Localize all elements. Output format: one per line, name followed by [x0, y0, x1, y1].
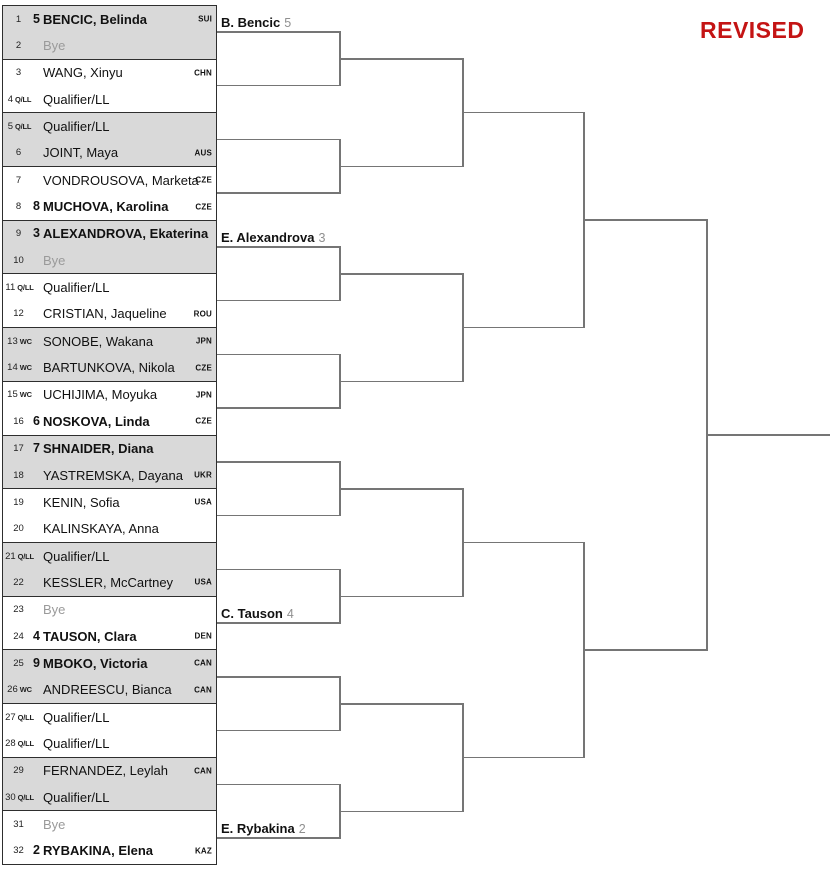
bracket-line — [217, 300, 340, 302]
entry-number: 10 — [13, 254, 24, 266]
entry-number: 7 — [15, 174, 22, 186]
entry-number: 20 — [13, 523, 24, 535]
advancer-seed: 4 — [286, 607, 294, 622]
bracket-line — [462, 703, 464, 812]
advancer-label — [221, 607, 294, 621]
entry-country: AUS — [194, 148, 212, 158]
entry-country: CZE — [195, 416, 212, 426]
entry-number: 21 — [5, 550, 16, 562]
entry-number: 15 — [7, 389, 18, 401]
player-name: Qualifier/LL — [43, 789, 110, 805]
player-name: Qualifier/LL — [43, 91, 110, 107]
entry-number: 16 — [13, 415, 24, 427]
entry-country: ROU — [193, 309, 212, 319]
entry-seed: 8 — [33, 199, 40, 214]
player-name: Bye — [43, 816, 66, 832]
bracket-line — [217, 246, 340, 248]
entry-tag: Q/LL — [17, 551, 34, 561]
player-name: MBOKO, Victoria — [43, 655, 148, 671]
entry-number: 18 — [13, 469, 24, 481]
entry-number: 26 — [7, 684, 18, 696]
bracket-line — [339, 246, 341, 301]
player-name: Qualifier/LL — [43, 280, 110, 296]
entry-number: 9 — [15, 228, 22, 240]
entry-number: 25 — [13, 657, 24, 669]
bracket-line — [339, 461, 341, 516]
bracket-line — [340, 703, 463, 705]
bracket-line — [583, 112, 585, 329]
entry-number: 13 — [7, 335, 18, 347]
revised-stamp: REVISED — [700, 17, 805, 43]
entry-country: JPN — [195, 336, 212, 346]
bracket-line — [340, 58, 463, 60]
player-name: BENCIC, Belinda — [43, 11, 148, 27]
player-name: Bye — [43, 252, 66, 268]
bracket-line — [217, 139, 340, 141]
advancer-seed: 5 — [284, 15, 292, 30]
entry-seed: 2 — [33, 843, 40, 858]
entry-country: KAZ — [194, 846, 212, 856]
player-name: CRISTIAN, Jaqueline — [43, 306, 167, 322]
entry-tag: Q/LL — [15, 94, 32, 104]
bracket-line — [340, 381, 463, 383]
advancer-label — [221, 231, 325, 245]
advancer-name: C. Tauson — [221, 606, 283, 622]
player-name: MUCHOVA, Karolina — [43, 199, 169, 215]
entry-country: DEN — [194, 631, 212, 641]
entry-number: 6 — [15, 147, 22, 159]
bracket-line — [340, 811, 463, 813]
entry-number: 17 — [13, 443, 24, 455]
bracket-line — [584, 649, 707, 651]
entry-number: 19 — [13, 496, 24, 508]
bracket-line — [463, 542, 584, 544]
entry-number: 12 — [13, 308, 24, 320]
bracket-line — [217, 784, 340, 786]
entry-seed: 7 — [33, 441, 40, 456]
player-name: YASTREMSKA, Dayana — [43, 467, 183, 483]
advancer-name: E. Alexandrova — [221, 229, 315, 245]
advancer-seed: 3 — [318, 230, 326, 245]
entry-tag: Q/LL — [17, 792, 34, 802]
bracket-line — [217, 461, 340, 463]
bracket-line — [217, 622, 340, 624]
player-name: VONDROUSOVA, Marketa — [43, 172, 199, 188]
bracket-line — [217, 730, 340, 732]
entry-number: 2 — [15, 40, 22, 52]
player-name: JOINT, Maya — [43, 145, 119, 161]
bracket-line — [462, 273, 464, 382]
player-name: RYBAKINA, Elena — [43, 843, 154, 859]
entry-country: CZE — [195, 202, 212, 212]
entry-number: 4 — [7, 93, 13, 105]
player-name: KENIN, Sofia — [43, 494, 120, 510]
player-name: BARTUNKOVA, Nikola — [43, 360, 175, 376]
entry-tag: WC — [19, 336, 32, 346]
bracket-line — [339, 784, 341, 839]
player-name: WANG, Xinyu — [43, 65, 123, 81]
bracket-line — [340, 166, 463, 168]
bracket-line — [217, 85, 340, 87]
entry-seed: 4 — [33, 628, 40, 643]
bracket-line — [339, 676, 341, 731]
player-name: FERNANDEZ, Leylah — [43, 763, 168, 779]
player-name: Qualifier/LL — [43, 119, 110, 135]
bracket-line — [462, 58, 464, 167]
entry-country: USA — [194, 577, 212, 587]
player-name: SONOBE, Wakana — [43, 333, 154, 349]
player-name: Qualifier/LL — [43, 548, 110, 564]
entry-seed: 9 — [33, 655, 40, 670]
bracket-line — [217, 354, 340, 356]
entry-number: 29 — [13, 765, 24, 777]
advancer-seed: 2 — [298, 822, 306, 837]
advancer-name: E. Rybakina — [221, 821, 295, 837]
bracket-line — [706, 219, 708, 651]
bracket-line — [339, 139, 341, 194]
entry-number: 27 — [5, 711, 16, 723]
entry-number: 23 — [13, 604, 24, 616]
player-name: KALINSKAYA, Anna — [43, 521, 159, 537]
entry-number: 11 — [5, 282, 16, 294]
entry-seed: 6 — [33, 413, 40, 428]
bracket-line — [217, 192, 340, 194]
bracket-line — [340, 273, 463, 275]
bracket-line — [217, 515, 340, 517]
bracket-line — [463, 112, 584, 114]
entry-number: 3 — [15, 67, 22, 79]
entry-country: CAN — [194, 685, 212, 695]
player-name: Bye — [43, 38, 66, 54]
player-name: SHNAIDER, Diana — [43, 441, 154, 457]
bracket-line — [217, 676, 340, 678]
entry-country: CZE — [195, 175, 212, 185]
entry-country: CAN — [194, 658, 212, 668]
entry-tag: Q/LL — [17, 283, 34, 293]
advancer-label — [221, 16, 291, 30]
entry-number: 30 — [5, 791, 16, 803]
entry-number: 5 — [7, 121, 13, 133]
entry-number: 31 — [13, 818, 24, 830]
bracket-line — [584, 219, 707, 221]
entry-country: JPN — [195, 390, 212, 400]
bracket-line — [217, 407, 340, 409]
entry-tag: Q/LL — [17, 712, 34, 722]
bracket-line — [339, 569, 341, 624]
advancer-label — [221, 822, 306, 836]
bracket-line — [339, 354, 341, 409]
entry-country: CZE — [195, 363, 212, 373]
entry-seed: 5 — [33, 11, 40, 26]
bracket-line — [583, 542, 585, 759]
entry-tag: Q/LL — [17, 738, 34, 748]
player-name: ANDREESCU, Bianca — [43, 682, 172, 698]
bracket-line — [217, 31, 340, 33]
player-name: Qualifier/LL — [43, 735, 110, 751]
bracket-line — [462, 488, 464, 597]
bracket-line — [707, 434, 830, 436]
entry-number: 1 — [15, 13, 22, 25]
entry-number: 24 — [13, 630, 24, 642]
bracket-line — [463, 327, 584, 329]
entry-seed: 3 — [33, 226, 40, 241]
entry-tag: Q/LL — [15, 122, 32, 132]
entry-number: 32 — [13, 845, 24, 857]
entry-country: USA — [194, 497, 212, 507]
entry-number: 8 — [15, 201, 22, 213]
player-name: NOSKOVA, Linda — [43, 413, 150, 429]
bracket-line — [463, 757, 584, 759]
bracket-line — [217, 569, 340, 571]
entry-number: 14 — [7, 362, 18, 374]
entry-country: SUI — [198, 14, 212, 24]
entry-number: 28 — [5, 737, 16, 749]
entry-number: 22 — [13, 576, 24, 588]
entry-country: CHN — [194, 68, 212, 78]
bracket-line — [340, 596, 463, 598]
advancer-name: B. Bencic — [221, 14, 281, 30]
player-name: Bye — [43, 602, 66, 618]
bracket-line — [339, 31, 341, 86]
entry-country: CAN — [194, 766, 212, 776]
player-name: ALEXANDROVA, Ekaterina — [43, 226, 209, 242]
bracket-line — [217, 837, 340, 839]
player-name: UCHIJIMA, Moyuka — [43, 387, 158, 403]
entry-tag: WC — [19, 390, 32, 400]
player-name: TAUSON, Clara — [43, 628, 137, 644]
bracket-line — [340, 488, 463, 490]
entry-country: UKR — [194, 470, 212, 480]
player-name: KESSLER, McCartney — [43, 574, 174, 590]
entry-tag: WC — [19, 685, 32, 695]
player-name: Qualifier/LL — [43, 709, 110, 725]
entry-tag: WC — [19, 363, 32, 373]
